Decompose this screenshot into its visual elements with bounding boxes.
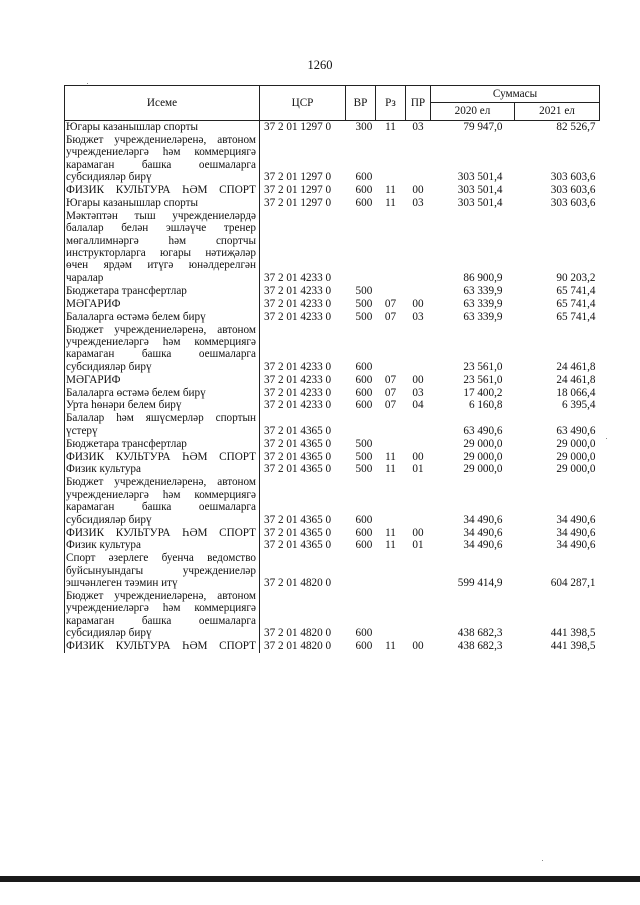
- row-amount-2020: 303 501,4: [457, 171, 503, 184]
- table-row: [65, 324, 600, 374]
- row-rz: [376, 285, 406, 298]
- row-amount-2021: 63 490,6: [556, 424, 596, 437]
- row-name: МӘГАРИФ: [65, 374, 260, 387]
- row-amount-2021: 65 741,4: [556, 310, 596, 323]
- row-amount-2020: 79 947,0: [463, 121, 503, 133]
- row-vr: 500: [355, 310, 373, 323]
- header-vr: ВР: [346, 86, 376, 121]
- row-amount-2020: 63 490,6: [463, 424, 503, 437]
- row-name: Бюджет учреждениеләренә, автоном учреждениеләргә һәм коммерциягә карамаган башка оешмаларга субсидияләр бирү: [65, 476, 260, 526]
- row-amount-2021: 441 398,5: [550, 640, 596, 653]
- row-rz: 07: [384, 310, 397, 323]
- row-csr: 37 2 01 4365 0: [264, 450, 332, 463]
- row-vr: 600: [355, 513, 373, 526]
- row-amount-2020: 29 000,0: [463, 450, 503, 463]
- row-pr: 01: [412, 463, 424, 476]
- row-vr: 500: [355, 437, 373, 450]
- row-name: Балаларга өстәмә белем бирү: [65, 311, 260, 324]
- row-pr: 00: [412, 450, 424, 463]
- row-csr: 37 2 01 4233 0: [264, 360, 332, 373]
- row-amount-2020: 63 339,9: [463, 297, 503, 310]
- table-row: [65, 197, 600, 210]
- row-csr: 37 2 01 4233 0: [264, 399, 332, 412]
- row-rz: [376, 590, 406, 640]
- row-vr: [346, 412, 376, 437]
- row-csr: 37 2 01 4233 0: [264, 297, 332, 310]
- row-vr: 600: [355, 373, 373, 386]
- row-rz: 11: [385, 463, 396, 476]
- row-rz: [376, 134, 406, 184]
- table-row: [65, 387, 600, 400]
- row-name: Бюджетара трансфертлар: [65, 438, 260, 451]
- row-amount-2021: 18 066,4: [556, 386, 596, 399]
- table-row: [65, 412, 600, 437]
- row-pr: 01: [412, 539, 424, 552]
- row-vr: 500: [355, 463, 373, 476]
- table-row: [65, 451, 600, 464]
- row-csr: 37 2 01 4820 0: [264, 627, 332, 640]
- row-rz: [376, 552, 406, 590]
- row-rz: [376, 324, 406, 374]
- page-number: 1260: [307, 58, 333, 72]
- budget-table: [64, 85, 600, 653]
- header-year-2021: 2021 ел: [515, 103, 600, 121]
- header-sums: Суммасы: [431, 86, 600, 103]
- row-amount-2020: 303 501,4: [457, 196, 503, 209]
- row-name: Бюджет учреждениеләренә, автоном учреждениеләргә һәм коммерциягә карамаган башка оешмаларга субсидияләр бирү: [65, 590, 260, 640]
- row-rz: [376, 412, 406, 437]
- scan-speck: [542, 860, 543, 861]
- row-amount-2021: 604 287,1: [550, 577, 596, 590]
- row-vr: 600: [355, 627, 373, 640]
- row-amount-2020: 86 900,9: [463, 271, 503, 284]
- table-row: [65, 311, 600, 324]
- table-row: [65, 539, 600, 552]
- row-amount-2021: 34 490,6: [556, 539, 596, 552]
- row-csr: 37 2 01 4233 0: [264, 310, 332, 323]
- row-csr: 37 2 01 4365 0: [264, 539, 332, 552]
- row-pr: 00: [412, 373, 424, 386]
- row-amount-2021: 24 461,8: [556, 373, 596, 386]
- table-row: [65, 640, 600, 653]
- row-rz: 11: [385, 184, 396, 197]
- row-pr: [406, 210, 431, 285]
- row-amount-2020: 599 414,9: [457, 577, 503, 590]
- row-amount-2021: 441 398,5: [550, 627, 596, 640]
- row-amount-2021: 90 203,2: [556, 271, 596, 284]
- table-row: [65, 476, 600, 526]
- row-name: Югары казанышлар спорты: [65, 121, 260, 134]
- row-pr: [406, 134, 431, 184]
- row-amount-2020: 17 400,2: [463, 386, 503, 399]
- table-row: [65, 121, 600, 134]
- row-name: ФИЗИК КУЛЬТУРА ҺӘМ СПОРТ: [65, 451, 260, 464]
- row-amount-2020: 34 490,6: [463, 539, 503, 552]
- row-rz: 11: [385, 640, 396, 653]
- row-pr: [406, 590, 431, 640]
- row-name: МӘГАРИФ: [65, 298, 260, 311]
- row-pr: 03: [412, 196, 424, 209]
- row-vr: 600: [355, 539, 373, 552]
- row-csr: 37 2 01 1297 0: [264, 196, 332, 209]
- row-amount-2020: 34 490,6: [463, 513, 503, 526]
- row-pr: 00: [412, 184, 424, 197]
- table-body: [65, 121, 600, 654]
- row-name: Физик культура: [65, 539, 260, 552]
- row-vr: 600: [355, 640, 373, 653]
- row-rz: 11: [385, 526, 396, 539]
- row-amount-2021: 65 741,4: [556, 297, 596, 310]
- row-rz: 11: [385, 539, 396, 552]
- row-csr: 37 2 01 4233 0: [264, 284, 332, 297]
- row-amount-2021: 303 603,6: [550, 196, 596, 209]
- row-vr: 300: [355, 121, 373, 133]
- row-csr: 37 2 01 1297 0: [264, 171, 332, 184]
- row-amount-2021: 29 000,0: [556, 450, 596, 463]
- row-amount-2020: 303 501,4: [457, 184, 503, 197]
- row-name: ФИЗИК КУЛЬТУРА ҺӘМ СПОРТ: [65, 640, 260, 653]
- row-rz: 11: [385, 196, 396, 209]
- row-pr: 03: [412, 386, 424, 399]
- row-amount-2021: 303 603,6: [550, 184, 596, 197]
- row-amount-2021: 34 490,6: [556, 526, 596, 539]
- row-vr: [346, 210, 376, 285]
- row-vr: 600: [355, 399, 373, 412]
- row-pr: [406, 285, 431, 298]
- row-pr: [406, 324, 431, 374]
- row-pr: [406, 552, 431, 590]
- row-pr: 03: [412, 121, 424, 133]
- row-rz: 07: [384, 399, 397, 412]
- row-name: Физик культура: [65, 463, 260, 476]
- row-amount-2020: 63 339,9: [463, 284, 503, 297]
- table-header: [65, 86, 600, 121]
- row-pr: [406, 412, 431, 437]
- row-name: Урта һөнәри белем бирү: [65, 399, 260, 412]
- row-csr: 37 2 01 1297 0: [264, 121, 332, 133]
- row-amount-2021: 6 395,4: [561, 399, 596, 412]
- row-csr: 37 2 01 4233 0: [264, 386, 332, 399]
- row-vr: 600: [355, 196, 373, 209]
- row-rz: [376, 210, 406, 285]
- row-csr: 37 2 01 4233 0: [264, 271, 332, 284]
- table-row: [65, 463, 600, 476]
- row-pr: 04: [412, 399, 424, 412]
- row-pr: 03: [412, 310, 424, 323]
- table-row: [65, 298, 600, 311]
- table-row: [65, 438, 600, 451]
- row-vr: 500: [355, 284, 373, 297]
- header-name: Исеме: [65, 86, 260, 121]
- row-csr: 37 2 01 4233 0: [264, 373, 332, 386]
- row-name: Бюджет учреждениеләренә, автоном учреждениеләргә һәм коммерциягә карамаган башка оешмаларга субсидияләр бирү: [65, 134, 260, 184]
- row-vr: 600: [355, 360, 373, 373]
- table-row: [65, 134, 600, 184]
- row-vr: 600: [355, 171, 373, 184]
- row-amount-2021: 65 741,4: [556, 284, 596, 297]
- row-csr: 37 2 01 1297 0: [264, 184, 332, 197]
- row-amount-2020: 23 561,0: [463, 373, 503, 386]
- row-pr: 00: [412, 526, 424, 539]
- table-row: [65, 184, 600, 197]
- table-row: [65, 399, 600, 412]
- row-vr: 500: [355, 297, 373, 310]
- row-vr: [346, 552, 376, 590]
- row-amount-2021: 29 000,0: [556, 463, 596, 476]
- row-name: Бюджет учреждениеләренә, автоном учреждениеләргә һәм коммерциягә карамаган башка оешмаларга субсидияләр бирү: [65, 324, 260, 374]
- scan-edge-bar: [0, 876, 640, 882]
- row-amount-2020: 438 682,3: [457, 640, 503, 653]
- table-row: [65, 210, 600, 285]
- header-pr: ПР: [406, 86, 431, 121]
- row-csr: 37 2 01 4365 0: [264, 463, 332, 476]
- row-amount-2021: 303 603,6: [550, 171, 596, 184]
- row-csr: 37 2 01 4820 0: [264, 640, 332, 653]
- row-rz: 07: [384, 297, 397, 310]
- row-name: Бюджетара трансфертлар: [65, 285, 260, 298]
- row-rz: [376, 476, 406, 526]
- row-name: Балалар һәм яшүсмерләр спортын үстерү: [65, 412, 260, 437]
- row-csr: 37 2 01 4365 0: [264, 513, 332, 526]
- table-row: [65, 527, 600, 540]
- row-name: Мәктәптән тыш учреждениеләрдә балалар белән эшләүче тренер мөгаллимнәргә һәм спортчы инструкторларга югары нәтиҗәләр өчен ярдәм итүгә юнәлдерелгән чаралар: [65, 210, 260, 285]
- row-name: ФИЗИК КУЛЬТУРА ҺӘМ СПОРТ: [65, 527, 260, 540]
- table-row: [65, 374, 600, 387]
- row-csr: 37 2 01 4365 0: [264, 424, 332, 437]
- row-amount-2020: 23 561,0: [463, 360, 503, 373]
- row-name: ФИЗИК КУЛЬТУРА ҺӘМ СПОРТ: [65, 184, 260, 197]
- header-csr: ЦСР: [260, 86, 346, 121]
- row-vr: 600: [355, 526, 373, 539]
- row-rz: 11: [385, 121, 396, 133]
- row-rz: 07: [384, 373, 397, 386]
- row-amount-2020: 6 160,8: [468, 399, 503, 412]
- table-row: [65, 590, 600, 640]
- row-csr: 37 2 01 4365 0: [264, 437, 332, 450]
- row-amount-2021: 34 490,6: [556, 513, 596, 526]
- row-pr: [406, 476, 431, 526]
- row-amount-2020: 29 000,0: [463, 437, 503, 450]
- header-year-2020: 2020 ел: [431, 103, 515, 121]
- table-row: [65, 285, 600, 298]
- scan-speck: [606, 438, 607, 439]
- row-rz: 11: [385, 450, 396, 463]
- header-rz: Рз: [376, 86, 406, 121]
- row-amount-2020: 438 682,3: [457, 627, 503, 640]
- row-vr: 500: [355, 450, 373, 463]
- row-pr: 00: [412, 297, 424, 310]
- row-name: Спорт әзерлеге буенча ведомство буйсынуындагы учреждениеләр эшчәнлеген тәэмин итү: [65, 552, 260, 590]
- table-row: [65, 552, 600, 590]
- row-rz: [376, 438, 406, 451]
- row-pr: 00: [412, 640, 424, 653]
- row-amount-2021: 29 000,0: [556, 437, 596, 450]
- row-pr: [406, 438, 431, 451]
- row-csr: 37 2 01 4820 0: [264, 577, 332, 590]
- row-amount-2021: 82 526,7: [556, 121, 596, 133]
- scan-speck: [87, 83, 88, 84]
- row-amount-2020: 34 490,6: [463, 526, 503, 539]
- row-vr: 600: [355, 386, 373, 399]
- row-amount-2020: 63 339,9: [463, 310, 503, 323]
- row-name: Югары казанышлар спорты: [65, 197, 260, 210]
- row-amount-2020: 29 000,0: [463, 463, 503, 476]
- row-amount-2021: 24 461,8: [556, 360, 596, 373]
- row-vr: 600: [355, 184, 373, 197]
- row-csr: 37 2 01 4365 0: [264, 526, 332, 539]
- row-rz: 07: [384, 386, 397, 399]
- row-name: Балаларга өстәмә белем бирү: [65, 387, 260, 400]
